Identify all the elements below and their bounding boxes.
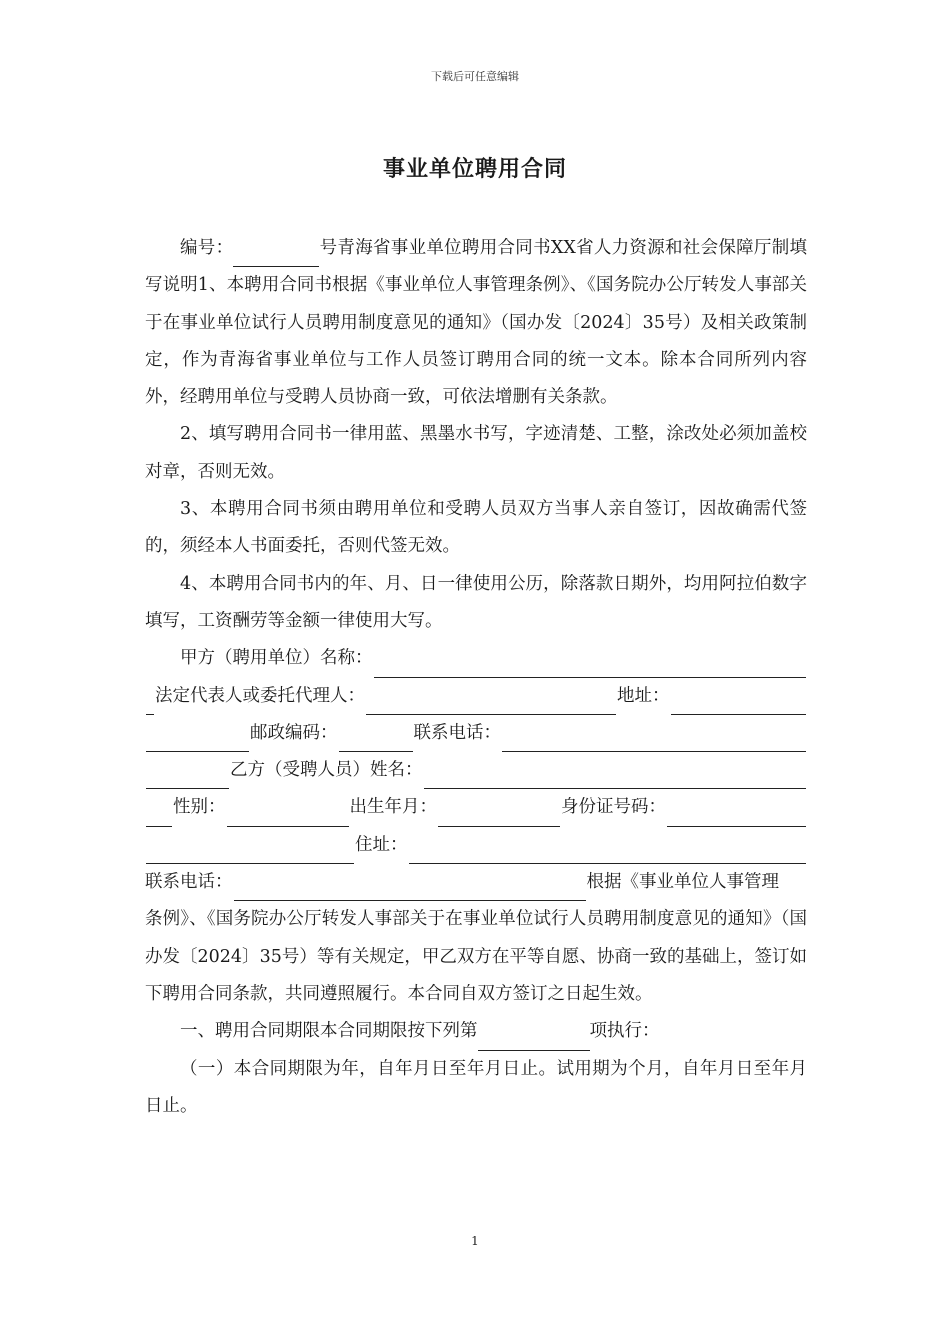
phone2-label: 联系电话： (145, 872, 233, 893)
party-a-label: 甲方（聘用单位）名称： (180, 648, 373, 669)
document-title: 事业单位聘用合同 (382, 157, 567, 182)
form-line-gender (145, 789, 807, 826)
form-line-residence (145, 827, 807, 864)
birth-label: 出生年月： (349, 797, 437, 818)
phone-blank[interactable] (502, 727, 806, 752)
phone2-blank[interactable] (234, 876, 586, 901)
legal-rep-lead-blank[interactable] (146, 690, 154, 715)
paragraph-3: 3、本聘用合同书须由聘用单位和受聘人员双方当事人亲自签订，因故确需代签的，须经本人书面委托，否则代签无效。 (145, 499, 807, 557)
intro-text: 号青海省事业单位聘用合同书XX省人力资源和社会保障厅制填写说明1、本聘用合同书根据《事业单位人事管理条例》、《国务院办公厅转发人事部关于在事业单位试行人员聘用制度意见的通知》（国办发〔2024〕35号）及相关政策制定，作为青海省事业单位与工作人员签订聘用合同的统一文本。除本合同所列内容外，经聘用单位与受聘人员协商一致，可依法增删有关条款。 (145, 238, 807, 408)
paragraph-basis: 条例》、《国务院办公厅转发人事部关于在事业单位试行人员聘用制度意见的通知》（国办发〔2024〕35号）等有关规定，甲乙双方在平等自愿、协商一致的基础上，签订如下聘用合同条款，共同遵照履行。本合同自双方签订之日起生效。 (145, 909, 807, 1004)
form-line-party-a (145, 640, 807, 677)
party-b-label: 乙方（受聘人员）姓名： (230, 760, 423, 781)
paragraph-4: 4、本聘用合同书内的年、月、日一律使用公历，除落款日期外，均用阿拉伯数字填写，工资酬劳等金额一律使用大写。 (145, 573, 807, 631)
paragraph-2: 2、填写聘用合同书一律用蓝、黑墨水书写，字迹清楚、工整，涂改处必须加盖校对章，否则无效。 (145, 424, 807, 482)
id-cont-blank[interactable] (146, 839, 354, 864)
page-number: 1 (471, 1234, 479, 1248)
id-label: 身份证号码： (561, 797, 666, 818)
form-line-phone2 (145, 864, 807, 901)
document-body (145, 230, 807, 1125)
paragraph-term-1: （一）本合同期限为年，自年月日至年月日止。试用期为个月，自年月日至年月日止。 (145, 1058, 807, 1116)
term-text: 一、聘用合同期限本合同期限按下列第 (180, 1021, 478, 1042)
party-b-blank[interactable] (424, 764, 807, 789)
paragraph-intro (145, 230, 807, 416)
name-cont-blank[interactable] (146, 802, 172, 827)
phone-cont-blank[interactable] (146, 764, 229, 789)
address-cont-blank[interactable] (146, 727, 249, 752)
gender-blank[interactable] (227, 802, 349, 827)
birth-blank[interactable] (438, 802, 560, 827)
serial-blank[interactable] (233, 244, 319, 267)
form-line-party-b (145, 752, 807, 789)
gender-label: 性别： (173, 797, 226, 818)
form-line-postcode (145, 715, 807, 752)
term-text-end: 项执行： (589, 1021, 660, 1042)
phone-label: 联系电话： (413, 722, 501, 743)
address-blank[interactable] (671, 690, 807, 715)
residence-label: 住址： (355, 834, 408, 855)
party-a-blank[interactable] (374, 653, 807, 678)
paragraph-term (145, 1013, 807, 1050)
legal-rep-label: 法定代表人或委托代理人： (155, 685, 365, 706)
serial-label: 编号： (180, 238, 234, 258)
header-note: 下载后可任意编辑 (431, 70, 519, 83)
id-blank[interactable] (667, 802, 806, 827)
form-line-legal-rep (145, 678, 807, 715)
postcode-label: 邮政编码： (250, 722, 338, 743)
term-item-blank[interactable] (478, 1028, 590, 1051)
residence-blank[interactable] (409, 839, 807, 864)
postcode-blank[interactable] (339, 727, 413, 752)
legal-rep-blank[interactable] (366, 690, 616, 715)
phone2-tail: 根据《事业单位人事管理 (586, 872, 779, 893)
address-label: 地址： (617, 685, 670, 706)
